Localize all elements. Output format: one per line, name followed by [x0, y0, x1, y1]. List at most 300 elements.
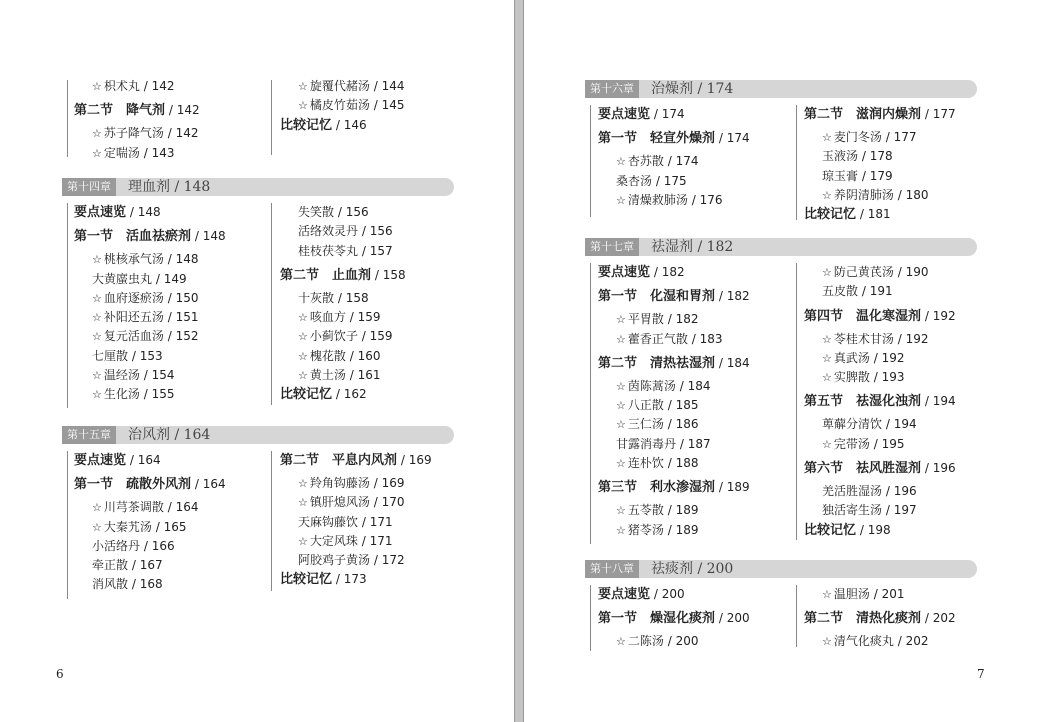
star-icon: ☆	[822, 437, 832, 451]
entry-page-number: / 149	[152, 271, 187, 286]
star-icon: ☆	[298, 311, 308, 325]
entry-page-number: / 169	[397, 453, 432, 467]
entry-title: 防己黄芪汤	[833, 265, 894, 279]
section-title: 第三节 利水渗湿剂	[598, 480, 716, 496]
divider-line	[796, 263, 797, 540]
toc-section-entry	[804, 302, 1004, 330]
toc-summary-entry	[804, 521, 1004, 540]
toc-section-entry	[598, 124, 788, 152]
toc-column	[804, 263, 1004, 540]
star-icon: ☆	[92, 127, 102, 141]
entry-page-number: / 179	[858, 168, 893, 183]
entry-page-number: / 197	[882, 503, 917, 518]
entry-page-number: / 176	[687, 192, 723, 207]
star-icon: ☆	[92, 369, 102, 383]
toc-formula-entry	[804, 128, 1004, 147]
chapter-number: 第十五章	[62, 426, 116, 444]
entry-page-number: / 172	[370, 553, 405, 568]
section-title: 第一节 活血祛瘀剂	[74, 229, 192, 245]
entry-page-number: / 201	[869, 587, 905, 601]
section-title: 第二节 滋润内燥剂	[804, 107, 922, 122]
entry-title: 牵正散	[92, 558, 129, 573]
entry-page-number: / 181	[856, 207, 891, 222]
entry-title: 比较记忆	[280, 117, 333, 133]
section-title: 第一节 疏散外风剂	[74, 477, 192, 493]
star-icon: ☆	[616, 313, 626, 327]
toc-formula-entry	[280, 96, 480, 115]
toc-formula-entry	[74, 327, 264, 346]
star-icon: ☆	[822, 266, 832, 279]
star-icon: ☆	[298, 534, 308, 548]
entry-page-number: / 195	[869, 436, 905, 451]
entry-title: 比较记忆	[804, 207, 857, 223]
entry-page-number: / 174	[715, 131, 750, 146]
divider-line	[271, 203, 272, 405]
toc-column	[280, 203, 480, 405]
divider-line	[796, 105, 797, 220]
entry-page-number: / 177	[921, 107, 956, 121]
toc-formula-entry	[280, 474, 480, 493]
divider-line	[590, 263, 591, 544]
divider-line	[271, 80, 272, 155]
toc-summary-entry	[804, 205, 1004, 224]
divider-line	[590, 105, 591, 217]
star-icon: ☆	[298, 349, 308, 363]
section-title: 第二节 降气剂	[74, 103, 166, 119]
toc-formula-entry	[74, 498, 264, 517]
section-title: 第二节 清热祛湿剂	[598, 355, 716, 371]
entry-page-number: / 156	[358, 224, 393, 239]
divider-line	[67, 203, 68, 408]
star-icon: ☆	[616, 523, 626, 537]
section-title: 第二节 止血剂	[280, 267, 372, 283]
toc-formula-entry	[74, 77, 264, 96]
entry-page-number: / 156	[334, 205, 369, 219]
entry-title: 二陈汤	[627, 634, 664, 649]
entry-page-number: / 183	[687, 331, 723, 346]
entry-page-number: / 188	[663, 456, 699, 471]
entry-title: 要点速览	[598, 587, 651, 602]
toc-formula-entry	[280, 347, 480, 366]
entry-title: 小活络丹	[92, 538, 141, 553]
entry-title: 比较记忆	[280, 387, 333, 403]
chapter-header	[62, 178, 454, 196]
page-number: 6	[56, 667, 64, 681]
toc-formula-entry	[280, 242, 480, 261]
section-title: 第一节 轻宣外燥剂	[598, 131, 716, 147]
entry-page-number: / 187	[676, 436, 711, 451]
entry-title: 旋覆代赭汤	[309, 79, 370, 93]
toc-formula-entry	[74, 270, 264, 289]
star-icon: ☆	[298, 80, 308, 93]
entry-page-number: / 148	[126, 205, 161, 219]
entry-page-number: / 153	[128, 348, 163, 363]
section-title: 第五节 祛湿化浊剂	[804, 394, 922, 410]
star-icon: ☆	[822, 588, 832, 601]
entry-title: 消风散	[92, 577, 129, 592]
toc-formula-entry	[804, 330, 1004, 349]
entry-page-number: / 164	[126, 453, 161, 467]
divider-line	[796, 585, 797, 647]
entry-page-number: / 142	[165, 103, 200, 118]
toc-formula-entry	[598, 377, 788, 396]
star-icon: ☆	[298, 330, 308, 344]
toc-formula-entry	[804, 501, 1004, 520]
entry-title: 实脾散	[833, 370, 870, 385]
entry-page-number: / 193	[869, 370, 905, 385]
entry-page-number: / 154	[139, 368, 175, 383]
entry-title: 清气化痰丸	[833, 634, 894, 649]
entry-page-number: / 158	[334, 290, 369, 305]
entry-title: 三仁汤	[627, 417, 664, 432]
entry-page-number: / 142	[163, 126, 199, 141]
entry-title: 大秦艽汤	[103, 519, 152, 534]
left-page	[0, 0, 515, 722]
entry-page-number: / 173	[332, 572, 367, 587]
toc-column	[74, 203, 264, 405]
entry-page-number: / 174	[650, 107, 685, 121]
entry-title: 桑杏汤	[616, 173, 653, 188]
chapter-title: 治燥剂 / 174	[651, 81, 734, 97]
toc-section-entry	[804, 604, 1004, 632]
entry-title: 枳术丸	[103, 79, 140, 93]
entry-title: 猪苓汤	[627, 522, 664, 537]
entry-page-number: / 192	[921, 308, 956, 323]
toc-formula-entry	[280, 289, 480, 308]
entry-title: 镇肝熄风汤	[309, 495, 370, 510]
toc-formula-entry	[74, 366, 264, 385]
entry-page-number: / 158	[371, 267, 406, 282]
toc-formula-entry	[804, 167, 1004, 186]
section-title: 第二节 平息内风剂	[280, 453, 398, 468]
star-icon: ☆	[616, 418, 626, 432]
entry-title: 七厘散	[92, 348, 129, 363]
entry-title: 要点速览	[598, 107, 651, 122]
toc-formula-entry	[598, 435, 788, 454]
star-icon: ☆	[92, 146, 102, 160]
toc-column	[280, 77, 480, 135]
chapter-title: 祛痰剂 / 200	[651, 561, 734, 577]
toc-section-entry	[74, 470, 264, 498]
star-icon: ☆	[298, 99, 308, 113]
entry-title: 天麻钩藤饮	[298, 514, 359, 529]
entry-page-number: / 169	[369, 476, 405, 490]
toc-summary-entry	[74, 203, 264, 222]
toc-section-entry	[598, 349, 788, 377]
toc-section-entry	[280, 261, 480, 289]
entry-page-number: / 174	[663, 154, 699, 169]
toc-formula-entry	[804, 186, 1004, 205]
toc-formula-entry	[804, 632, 1004, 651]
star-icon: ☆	[616, 399, 626, 413]
entry-page-number: / 162	[332, 387, 367, 402]
entry-page-number: / 184	[675, 378, 711, 393]
toc-summary-entry	[280, 570, 480, 589]
toc-section-entry	[74, 222, 264, 250]
star-icon: ☆	[822, 332, 832, 346]
toc-summary-entry	[280, 116, 480, 135]
toc-formula-entry	[598, 501, 788, 520]
toc-summary-entry	[74, 451, 264, 470]
entry-title: 五皮散	[822, 284, 859, 299]
chapter-header	[585, 80, 977, 98]
entry-title: 羌活胜湿汤	[822, 484, 883, 499]
entry-title: 桃核承气汤	[103, 252, 164, 267]
toc-formula-entry	[74, 518, 264, 537]
entry-page-number: / 160	[345, 348, 381, 363]
entry-page-number: / 167	[128, 558, 163, 573]
entry-title: 独活寄生汤	[822, 503, 883, 518]
entry-page-number: / 171	[357, 533, 393, 548]
entry-title: 要点速览	[74, 205, 127, 220]
right-page	[523, 0, 1039, 722]
entry-title: 血府逐瘀汤	[103, 290, 164, 305]
entry-page-number: / 194	[882, 417, 917, 432]
entry-page-number: / 161	[345, 368, 381, 383]
entry-title: 苏子降气汤	[103, 126, 164, 141]
toc-formula-entry	[598, 632, 788, 651]
entry-page-number: / 164	[163, 500, 199, 515]
star-icon: ☆	[616, 635, 626, 649]
entry-title: 咳血方	[309, 310, 346, 325]
entry-page-number: / 170	[369, 495, 405, 510]
star-icon: ☆	[92, 330, 102, 344]
toc-formula-entry	[280, 551, 480, 570]
entry-title: 补阳还五汤	[103, 310, 164, 325]
toc-section-entry	[280, 446, 480, 474]
entry-title: 藿香正气散	[627, 331, 688, 346]
toc-section-entry	[598, 282, 788, 310]
entry-page-number: / 148	[163, 252, 199, 267]
toc-formula-entry	[280, 77, 480, 96]
toc-section-entry	[804, 100, 1004, 128]
entry-page-number: / 180	[893, 187, 929, 202]
entry-title: 萆薢分清饮	[822, 417, 883, 432]
toc-formula-entry	[74, 575, 264, 594]
entry-title: 槐花散	[309, 348, 346, 363]
toc-summary-entry	[598, 263, 788, 282]
entry-page-number: / 148	[191, 229, 226, 244]
toc-formula-entry	[74, 250, 264, 269]
entry-page-number: / 189	[663, 522, 699, 537]
entry-title: 养阴清肺汤	[833, 187, 894, 202]
entry-page-number: / 165	[151, 519, 187, 534]
entry-title: 麦门冬汤	[833, 130, 882, 144]
entry-title: 完带汤	[833, 436, 870, 451]
entry-title: 连朴饮	[627, 456, 664, 471]
entry-page-number: / 150	[163, 290, 199, 305]
toc-formula-entry	[804, 415, 1004, 434]
toc-summary-entry	[280, 385, 480, 404]
toc-section-entry	[598, 604, 788, 632]
toc-formula-entry	[74, 385, 264, 404]
toc-formula-entry	[74, 308, 264, 327]
star-icon: ☆	[92, 80, 102, 93]
star-icon: ☆	[616, 379, 626, 393]
entry-page-number: / 200	[650, 587, 685, 601]
toc-formula-entry	[280, 513, 480, 532]
chapter-title: 理血剂 / 148	[128, 179, 211, 195]
toc-column	[804, 585, 1004, 652]
entry-title: 要点速览	[598, 265, 651, 280]
entry-page-number: / 142	[139, 79, 175, 93]
toc-formula-entry	[598, 172, 788, 191]
entry-page-number: / 152	[163, 329, 199, 344]
entry-page-number: / 202	[893, 634, 929, 649]
entry-page-number: / 164	[191, 477, 226, 492]
entry-title: 温胆汤	[833, 587, 870, 601]
star-icon: ☆	[298, 496, 308, 510]
entry-page-number: / 159	[357, 329, 393, 344]
toc-column	[74, 77, 264, 163]
entry-title: 八正散	[627, 398, 664, 413]
star-icon: ☆	[616, 457, 626, 471]
star-icon: ☆	[92, 388, 102, 402]
entry-page-number: / 196	[882, 484, 917, 499]
entry-page-number: / 159	[345, 310, 381, 325]
star-icon: ☆	[92, 520, 102, 534]
toc-formula-entry	[804, 263, 1004, 282]
divider-line	[67, 451, 68, 599]
entry-title: 真武汤	[833, 350, 870, 365]
toc-formula-entry	[280, 222, 480, 241]
entry-title: 川芎茶调散	[103, 500, 164, 515]
toc-formula-entry	[280, 366, 480, 385]
section-title: 第六节 祛风胜湿剂	[804, 461, 922, 477]
star-icon: ☆	[92, 253, 102, 267]
divider-line	[271, 451, 272, 591]
entry-title: 生化汤	[103, 387, 140, 402]
toc-column	[598, 105, 788, 210]
toc-formula-entry	[74, 124, 264, 143]
entry-page-number: / 198	[856, 522, 891, 537]
toc-formula-entry	[74, 144, 264, 163]
toc-formula-entry	[598, 521, 788, 540]
entry-title: 羚角钩藤汤	[309, 476, 370, 490]
star-icon: ☆	[822, 131, 832, 144]
toc-column	[598, 263, 788, 540]
toc-formula-entry	[804, 282, 1004, 301]
chapter-header	[585, 560, 977, 578]
entry-page-number: / 178	[858, 149, 893, 164]
toc-formula-entry	[598, 330, 788, 349]
toc-summary-entry	[598, 585, 788, 604]
toc-formula-entry	[280, 493, 480, 512]
star-icon: ☆	[822, 371, 832, 385]
entry-title: 定喘汤	[103, 145, 140, 160]
toc-formula-entry	[804, 585, 1004, 604]
entry-title: 黄土汤	[309, 368, 346, 383]
entry-page-number: / 184	[715, 355, 750, 370]
entry-title: 活络效灵丹	[298, 224, 359, 239]
entry-page-number: / 185	[663, 398, 699, 413]
toc-formula-entry	[280, 532, 480, 551]
star-icon: ☆	[92, 291, 102, 305]
entry-page-number: / 177	[881, 130, 917, 144]
entry-page-number: / 194	[921, 394, 956, 409]
entry-title: 甘露消毒丹	[616, 436, 677, 451]
entry-title: 比较记忆	[280, 572, 333, 588]
star-icon: ☆	[92, 501, 102, 515]
entry-page-number: / 190	[893, 265, 929, 279]
entry-page-number: / 186	[663, 417, 699, 432]
toc-formula-entry	[280, 327, 480, 346]
entry-page-number: / 182	[715, 289, 750, 304]
entry-page-number: / 171	[358, 514, 393, 529]
toc-formula-entry	[804, 368, 1004, 387]
toc-formula-entry	[74, 347, 264, 366]
star-icon: ☆	[298, 369, 308, 383]
star-icon: ☆	[616, 193, 626, 207]
toc-formula-entry	[804, 435, 1004, 454]
toc-formula-entry	[598, 191, 788, 210]
chapter-header	[62, 426, 454, 444]
entry-page-number: / 146	[332, 117, 367, 132]
divider-line	[590, 585, 591, 651]
entry-page-number: / 200	[715, 611, 750, 626]
entry-page-number: / 151	[163, 310, 199, 325]
star-icon: ☆	[616, 504, 626, 518]
entry-page-number: / 192	[893, 331, 929, 346]
star-icon: ☆	[822, 188, 832, 202]
toc-formula-entry	[804, 482, 1004, 501]
toc-column	[74, 451, 264, 595]
entry-title: 杏苏散	[627, 154, 664, 169]
entry-title: 大黄䗪虫丸	[92, 271, 153, 286]
toc-formula-entry	[598, 396, 788, 415]
star-icon: ☆	[822, 351, 832, 365]
divider-line	[67, 80, 68, 157]
entry-title: 失笑散	[298, 205, 335, 219]
entry-title: 小蓟饮子	[309, 329, 358, 344]
toc-formula-entry	[74, 556, 264, 575]
chapter-number: 第十八章	[585, 560, 639, 578]
toc-formula-entry	[598, 152, 788, 171]
toc-section-entry	[804, 454, 1004, 482]
entry-title: 比较记忆	[804, 522, 857, 538]
section-title: 第二节 清热化痰剂	[804, 611, 922, 627]
entry-page-number: / 189	[663, 503, 699, 518]
entry-page-number: / 157	[358, 243, 393, 258]
entry-title: 茵陈蒿汤	[627, 378, 676, 393]
chapter-number: 第十六章	[585, 80, 639, 98]
toc-formula-entry	[598, 310, 788, 329]
entry-page-number: / 175	[652, 173, 687, 188]
entry-page-number: / 189	[715, 480, 750, 495]
entry-title: 阿胶鸡子黄汤	[298, 553, 371, 568]
entry-title: 清燥救肺汤	[627, 192, 688, 207]
entry-page-number: / 191	[858, 284, 893, 299]
entry-title: 复元活血汤	[103, 329, 164, 344]
chapter-header	[585, 238, 977, 256]
section-title: 第一节 化湿和胃剂	[598, 289, 716, 305]
entry-title: 十灰散	[298, 290, 335, 305]
entry-title: 桂枝茯苓丸	[298, 243, 359, 258]
page-number: 7	[977, 667, 985, 681]
toc-formula-entry	[280, 308, 480, 327]
entry-page-number: / 145	[369, 98, 405, 113]
chapter-title: 治风剂 / 164	[128, 427, 211, 443]
chapter-number: 第十七章	[585, 238, 639, 256]
entry-title: 玉液汤	[822, 149, 859, 164]
entry-title: 平胃散	[627, 312, 664, 327]
section-title: 第四节 温化寒湿剂	[804, 308, 922, 324]
entry-title: 五苓散	[627, 503, 664, 518]
toc-formula-entry	[74, 537, 264, 556]
toc-column	[280, 446, 480, 590]
entry-page-number: / 168	[128, 577, 163, 592]
entry-page-number: / 192	[869, 350, 905, 365]
